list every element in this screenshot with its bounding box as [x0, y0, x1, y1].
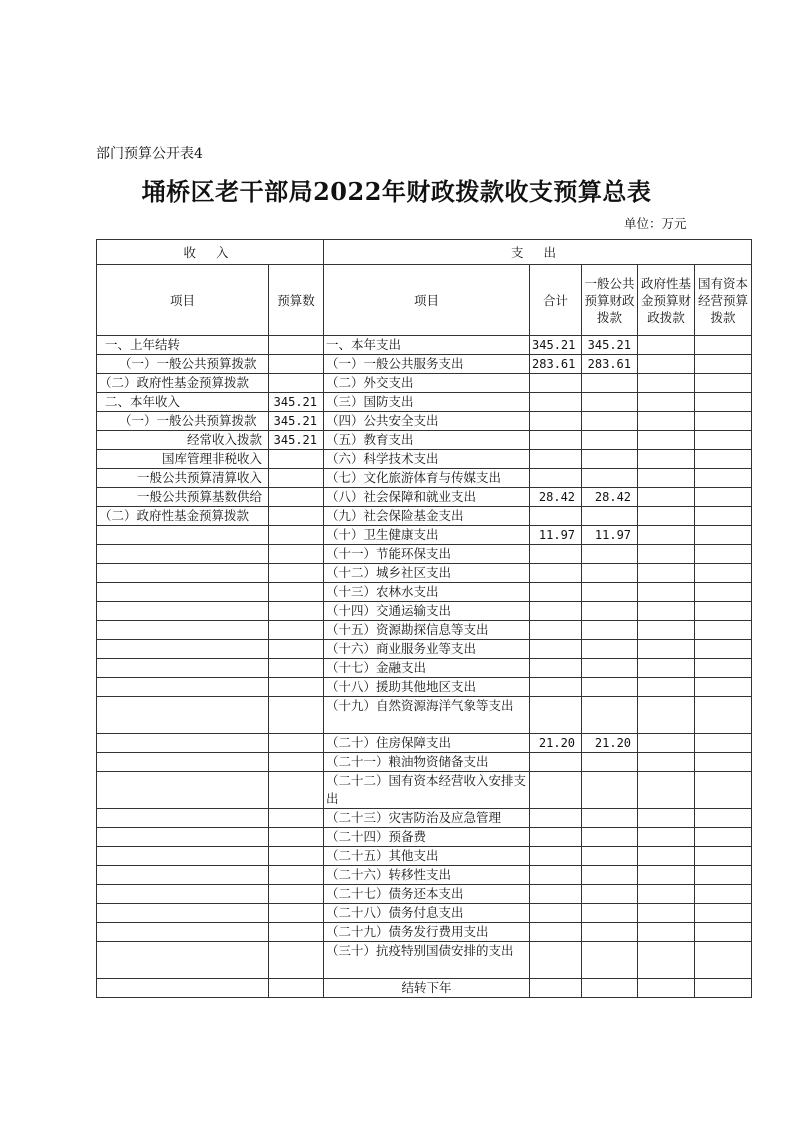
expense-total-cell [530, 602, 582, 621]
expense-fund-cell [638, 904, 695, 923]
expense-general-cell [582, 866, 638, 885]
income-item-cell [97, 602, 269, 621]
expense-item-cell: （二）外交支出 [324, 374, 530, 393]
income-value-cell [269, 753, 324, 772]
expense-fund-cell [638, 355, 695, 374]
expense-general-cell [582, 697, 638, 734]
expense-fund-cell [638, 583, 695, 602]
expense-state-capital-cell [695, 866, 752, 885]
expense-fund-cell [638, 507, 695, 526]
income-item-header: 项目 [97, 265, 269, 336]
expense-item-cell: （十六）商业服务业等支出 [324, 640, 530, 659]
expense-fund-cell [638, 659, 695, 678]
income-header: 收 入 [97, 240, 324, 265]
expense-fund-cell [638, 734, 695, 753]
expense-general-cell [582, 678, 638, 697]
table-row [97, 602, 752, 621]
income-value-cell [269, 923, 324, 942]
expense-state-capital-cell [695, 545, 752, 564]
expense-item-cell: （五）教育支出 [324, 431, 530, 450]
expense-fund-cell [638, 772, 695, 809]
income-value-cell [269, 979, 324, 998]
income-item-cell [97, 904, 269, 923]
expense-header: 支 出 [324, 240, 752, 265]
table-row [97, 847, 752, 866]
income-value-cell [269, 809, 324, 828]
expense-total-cell [530, 697, 582, 734]
table-row [97, 659, 752, 678]
table-row [97, 734, 752, 753]
expense-total-cell [530, 469, 582, 488]
expense-total-cell [530, 885, 582, 904]
state-capital-header: 国有资本经营预算拨款 [695, 265, 752, 336]
expense-total-cell [530, 866, 582, 885]
expense-total-cell: 283.61 [530, 355, 582, 374]
table-row [97, 904, 752, 923]
income-item-cell: （一）一般公共预算拨款 [97, 412, 269, 431]
expense-item-cell: （十五）资源勘探信息等支出 [324, 621, 530, 640]
expense-fund-cell [638, 753, 695, 772]
table-row [97, 583, 752, 602]
expense-item-cell: （十）卫生健康支出 [324, 526, 530, 545]
income-value-cell [269, 772, 324, 809]
table-row [97, 753, 752, 772]
table-row [97, 697, 752, 734]
expense-item-cell: （二十四）预备费 [324, 828, 530, 847]
table-row [97, 469, 752, 488]
expense-total-cell: 11.97 [530, 526, 582, 545]
expense-fund-cell [638, 847, 695, 866]
income-value-cell [269, 697, 324, 734]
income-value-cell [269, 374, 324, 393]
expense-fund-cell [638, 697, 695, 734]
income-value-cell [269, 659, 324, 678]
expense-fund-cell [638, 545, 695, 564]
income-item-cell [97, 847, 269, 866]
expense-item-cell: （三）国防支出 [324, 393, 530, 412]
expense-fund-cell [638, 828, 695, 847]
expense-fund-cell [638, 412, 695, 431]
budget-table [96, 239, 752, 998]
table-row [97, 374, 752, 393]
expense-general-cell [582, 942, 638, 979]
table-row [97, 526, 752, 545]
income-value-cell [269, 469, 324, 488]
expense-state-capital-cell [695, 355, 752, 374]
income-value-cell: 345.21 [269, 412, 324, 431]
expense-state-capital-cell [695, 697, 752, 734]
table-row [97, 564, 752, 583]
income-item-cell: 二、本年收入 [97, 393, 269, 412]
expense-general-cell: 11.97 [582, 526, 638, 545]
expense-state-capital-cell [695, 374, 752, 393]
expense-state-capital-cell [695, 979, 752, 998]
income-value-cell [269, 355, 324, 374]
expense-total-cell [530, 431, 582, 450]
expense-item-cell: （九）社会保险基金支出 [324, 507, 530, 526]
income-value-cell: 345.21 [269, 393, 324, 412]
expense-general-cell [582, 450, 638, 469]
expense-fund-cell [638, 393, 695, 412]
expense-fund-cell [638, 923, 695, 942]
expense-fund-cell [638, 809, 695, 828]
expense-item-cell: （四）公共安全支出 [324, 412, 530, 431]
income-value-cell [269, 942, 324, 979]
expense-general-cell [582, 507, 638, 526]
table-row [97, 678, 752, 697]
expense-item-cell: （十一）节能环保支出 [324, 545, 530, 564]
expense-state-capital-cell [695, 809, 752, 828]
expense-state-capital-cell [695, 564, 752, 583]
income-item-cell [97, 564, 269, 583]
expense-state-capital-cell [695, 753, 752, 772]
expense-fund-cell [638, 602, 695, 621]
expense-fund-cell [638, 866, 695, 885]
expense-state-capital-cell [695, 431, 752, 450]
expense-total-cell [530, 979, 582, 998]
expense-fund-cell [638, 526, 695, 545]
expense-general-cell [582, 602, 638, 621]
income-value-cell [269, 564, 324, 583]
income-item-cell [97, 942, 269, 979]
expense-fund-cell [638, 374, 695, 393]
income-value-cell [269, 904, 324, 923]
table-row [97, 979, 752, 998]
expense-item-cell: （二十）住房保障支出 [324, 734, 530, 753]
expense-item-cell: （十七）金融支出 [324, 659, 530, 678]
income-item-cell: 一般公共预算基数供给 [97, 488, 269, 507]
income-item-cell [97, 659, 269, 678]
expense-fund-cell [638, 979, 695, 998]
expense-fund-cell [638, 885, 695, 904]
expense-state-capital-cell [695, 678, 752, 697]
expense-fund-cell [638, 431, 695, 450]
expense-fund-cell [638, 469, 695, 488]
table-row [97, 772, 752, 809]
expense-state-capital-cell [695, 526, 752, 545]
table-row [97, 431, 752, 450]
expense-item-cell: （十八）援助其他地区支出 [324, 678, 530, 697]
expense-state-capital-cell [695, 336, 752, 355]
expense-item-cell: （二十八）债务付息支出 [324, 904, 530, 923]
budget-table-body [97, 336, 752, 998]
income-item-cell [97, 545, 269, 564]
income-value-cell [269, 545, 324, 564]
expense-state-capital-cell [695, 412, 752, 431]
expense-total-cell [530, 507, 582, 526]
income-item-cell [97, 866, 269, 885]
expense-item-cell: 一、本年支出 [324, 336, 530, 355]
fund-budget-header: 政府性基金预算财政拨款 [638, 265, 695, 336]
expense-item-cell: （二十九）债务发行费用支出 [324, 923, 530, 942]
expense-state-capital-cell [695, 734, 752, 753]
expense-total-cell [530, 772, 582, 809]
income-item-cell [97, 809, 269, 828]
expense-state-capital-cell [695, 942, 752, 979]
income-item-cell: 国库管理非税收入 [97, 450, 269, 469]
expense-total-cell [530, 374, 582, 393]
expense-total-cell [530, 753, 582, 772]
expense-item-cell: （六）科学技术支出 [324, 450, 530, 469]
expense-item-cell: （一）一般公共服务支出 [324, 355, 530, 374]
expense-fund-cell [638, 621, 695, 640]
expense-general-cell [582, 809, 638, 828]
expense-state-capital-cell [695, 923, 752, 942]
expense-state-capital-cell [695, 772, 752, 809]
expense-fund-cell [638, 942, 695, 979]
expense-total-cell [530, 412, 582, 431]
expense-general-cell [582, 979, 638, 998]
expense-fund-cell [638, 336, 695, 355]
income-item-cell [97, 734, 269, 753]
expense-state-capital-cell [695, 583, 752, 602]
table-row [97, 488, 752, 507]
expense-total-cell [530, 564, 582, 583]
income-value-cell [269, 336, 324, 355]
expense-total-cell: 345.21 [530, 336, 582, 355]
income-value-cell [269, 734, 324, 753]
table-row [97, 355, 752, 374]
expense-item-cell: 结转下年 [324, 979, 530, 998]
income-value-cell: 345.21 [269, 431, 324, 450]
table-row [97, 545, 752, 564]
expense-item-cell: （八）社会保障和就业支出 [324, 488, 530, 507]
expense-general-cell [582, 828, 638, 847]
expense-general-cell [582, 412, 638, 431]
expense-state-capital-cell [695, 450, 752, 469]
expense-general-cell [582, 753, 638, 772]
expense-item-cell: （二十五）其他支出 [324, 847, 530, 866]
expense-total-cell [530, 545, 582, 564]
income-value-cell [269, 640, 324, 659]
table-row [97, 450, 752, 469]
expense-item-cell: （十二）城乡社区支出 [324, 564, 530, 583]
table-row [97, 828, 752, 847]
table-row [97, 923, 752, 942]
unit-label: 单位：万元 [624, 216, 687, 231]
expense-general-cell [582, 621, 638, 640]
expense-total-cell [530, 450, 582, 469]
income-item-cell: 经常收入拨款 [97, 431, 269, 450]
income-item-cell [97, 678, 269, 697]
expense-total-cell [530, 942, 582, 979]
income-item-cell: 一般公共预算清算收入 [97, 469, 269, 488]
expense-general-cell [582, 904, 638, 923]
table-row [97, 412, 752, 431]
expense-item-cell: （十四）交通运输支出 [324, 602, 530, 621]
income-item-cell [97, 640, 269, 659]
expense-total-cell [530, 659, 582, 678]
expense-general-cell [582, 847, 638, 866]
expense-total-cell: 21.20 [530, 734, 582, 753]
expense-total-cell [530, 809, 582, 828]
expense-state-capital-cell [695, 885, 752, 904]
expense-general-cell [582, 659, 638, 678]
table-row [97, 866, 752, 885]
income-item-cell: （一）一般公共预算拨款 [97, 355, 269, 374]
expense-item-cell: （七）文化旅游体育与传媒支出 [324, 469, 530, 488]
table-row [97, 336, 752, 355]
expense-item-cell: （十三）农林水支出 [324, 583, 530, 602]
expense-total-cell [530, 583, 582, 602]
income-value-cell [269, 488, 324, 507]
expense-fund-cell [638, 450, 695, 469]
income-item-cell [97, 885, 269, 904]
expense-fund-cell [638, 488, 695, 507]
general-budget-header: 一般公共预算财政拨款 [582, 265, 638, 336]
income-value-cell [269, 847, 324, 866]
income-value-cell [269, 621, 324, 640]
document-title: 埇桥区老干部局2022年财政拨款收支预算总表 [141, 177, 652, 206]
expense-state-capital-cell [695, 640, 752, 659]
expense-state-capital-cell [695, 828, 752, 847]
income-item-cell [97, 583, 269, 602]
table-row [97, 640, 752, 659]
expense-state-capital-cell [695, 393, 752, 412]
expense-total-cell [530, 621, 582, 640]
expense-state-capital-cell [695, 659, 752, 678]
income-value-cell [269, 866, 324, 885]
expense-total-cell [530, 904, 582, 923]
expense-total-cell [530, 640, 582, 659]
expense-total-cell [530, 847, 582, 866]
expense-general-cell: 21.20 [582, 734, 638, 753]
expense-state-capital-cell [695, 488, 752, 507]
income-item-cell [97, 526, 269, 545]
table-caption: 部门预算公开表4 [96, 146, 203, 162]
expense-item-cell: （二十一）粮油物资储备支出 [324, 753, 530, 772]
income-value-cell [269, 526, 324, 545]
expense-general-cell [582, 923, 638, 942]
expense-fund-cell [638, 640, 695, 659]
income-item-cell [97, 621, 269, 640]
expense-general-cell [582, 885, 638, 904]
expense-general-cell [582, 374, 638, 393]
expense-general-cell: 345.21 [582, 336, 638, 355]
total-header: 合计 [530, 265, 582, 336]
expense-total-cell: 28.42 [530, 488, 582, 507]
expense-state-capital-cell [695, 469, 752, 488]
income-value-cell [269, 885, 324, 904]
table-row [97, 885, 752, 904]
expense-state-capital-cell [695, 507, 752, 526]
income-value-cell [269, 583, 324, 602]
expense-state-capital-cell [695, 847, 752, 866]
expense-general-cell: 283.61 [582, 355, 638, 374]
income-item-cell [97, 697, 269, 734]
income-item-cell: （二）政府性基金预算拨款 [97, 507, 269, 526]
expense-general-cell [582, 772, 638, 809]
table-row [97, 393, 752, 412]
expense-item-cell: （三十）抗疫特别国债安排的支出 [324, 942, 530, 979]
income-value-cell [269, 450, 324, 469]
expense-item-cell: （二十六）转移性支出 [324, 866, 530, 885]
expense-total-cell [530, 678, 582, 697]
expense-general-cell [582, 640, 638, 659]
income-value-cell [269, 678, 324, 697]
income-value-cell [269, 828, 324, 847]
expense-general-cell [582, 431, 638, 450]
table-row [97, 507, 752, 526]
expense-item-cell: （二十二）国有资本经营收入安排支出 [324, 772, 530, 809]
table-row [97, 809, 752, 828]
income-value-cell [269, 507, 324, 526]
income-budget-header: 预算数 [269, 265, 324, 336]
expense-state-capital-cell [695, 602, 752, 621]
expense-fund-cell [638, 678, 695, 697]
income-item-cell: （二）政府性基金预算拨款 [97, 374, 269, 393]
expense-fund-cell [638, 564, 695, 583]
income-item-cell [97, 979, 269, 998]
expense-state-capital-cell [695, 621, 752, 640]
expense-item-cell: （二十七）债务还本支出 [324, 885, 530, 904]
expense-total-cell [530, 393, 582, 412]
income-item-cell: 一、上年结转 [97, 336, 269, 355]
expense-general-cell [582, 393, 638, 412]
expense-general-cell [582, 469, 638, 488]
expense-general-cell [582, 564, 638, 583]
expense-general-cell [582, 545, 638, 564]
expense-total-cell [530, 828, 582, 847]
expense-general-cell: 28.42 [582, 488, 638, 507]
expense-item-cell: （十九）自然资源海洋气象等支出 [324, 697, 530, 734]
table-row [97, 621, 752, 640]
expense-total-cell [530, 923, 582, 942]
table-row [97, 942, 752, 979]
income-item-cell [97, 828, 269, 847]
expense-state-capital-cell [695, 904, 752, 923]
income-value-cell [269, 602, 324, 621]
income-item-cell [97, 772, 269, 809]
income-item-cell [97, 753, 269, 772]
expense-item-header: 项目 [324, 265, 530, 336]
income-item-cell [97, 923, 269, 942]
expense-item-cell: （二十三）灾害防治及应急管理 [324, 809, 530, 828]
expense-general-cell [582, 583, 638, 602]
